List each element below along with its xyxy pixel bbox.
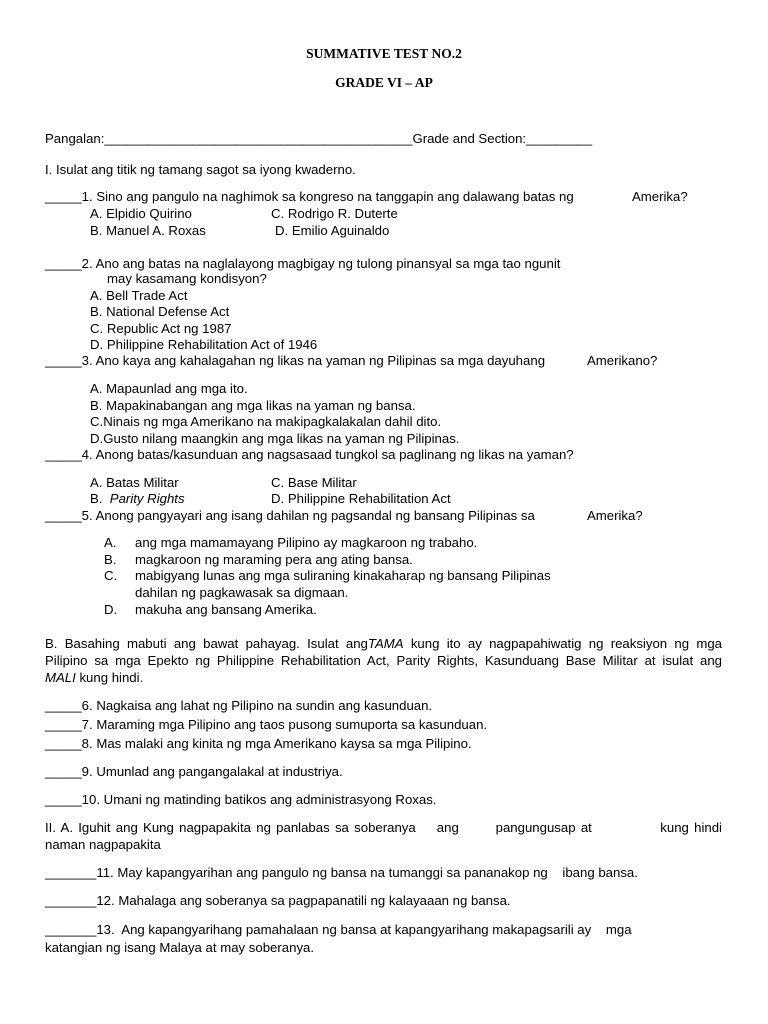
question-2: _____2. Ano ang batas na naglalayong magbigay ng tulong pinansyal sa mga tao ngunit <box>45 256 561 271</box>
statement-7: _____7. Maraming mga Pilipino ang taos pusong sumuporta sa kasunduan. <box>45 717 488 732</box>
grade-section-label: Grade and Section: <box>412 131 527 146</box>
partB-instruction-line1 <box>45 636 722 652</box>
statement-10: _____10. Umani ng matinding batikos ang administrasyong Roxas. <box>45 792 437 807</box>
question-1-tail: Amerika? <box>632 189 688 204</box>
statement-6: _____6. Nagkaisa ang lahat ng Pilipino na sundin ang kasunduan. <box>45 698 433 713</box>
q1-option-a: A. Elpidio Quirino <box>90 206 192 221</box>
q5-option-d-text: makuha ang bansang Amerika. <box>135 602 317 617</box>
name-label: Pangalan: <box>45 131 105 146</box>
partB-instruction-line3 <box>45 670 143 686</box>
partB-tama-word: TAMA <box>367 636 404 651</box>
partB-line1-pre: B. Basahing mabuti ang bawat pahayag. Isulat ang <box>45 636 368 651</box>
q1-option-c: C. Rodrigo R. Duterte <box>271 206 398 221</box>
grade-section-blank: _________ <box>526 131 593 146</box>
part1-instruction: I. Isulat ang titik ng tamang sagot sa iyong kwaderno. <box>45 162 356 177</box>
q5-option-a-text: ang mga mamamayang Pilipino ay magkaroon ng trabaho. <box>135 535 478 550</box>
statement-9: _____9. Umunlad ang pangangalakal at industriya. <box>45 764 343 779</box>
name-field-row <box>45 131 592 147</box>
q2-option-c: C. Republic Act ng 1987 <box>90 321 232 336</box>
q2-option-a: A. Bell Trade Act <box>90 288 188 303</box>
partB-line3-post: kung hindi. <box>75 670 144 685</box>
question-1: _____1. Sino ang pangulo na naghimok sa kongreso na tanggapin ang dalawang batas ng <box>45 189 574 204</box>
part2-instruction-line2: naman nagpapakita <box>45 837 161 852</box>
q5-option-a-letter: A. <box>104 535 117 550</box>
partB-instruction-line2: Pilipino sa mga Epekto ng Philippine Rehabilitation Act, Parity Rights, Kasunduang Base Militar at isulat ang <box>45 653 722 668</box>
q4-option-d: D. Philippine Rehabilitation Act <box>271 491 451 506</box>
q5-option-c-letter: C. <box>104 568 118 583</box>
statement-12: _______12. Mahalaga ang soberanya sa pagpapanatili ng kalayaaan ng bansa. <box>45 893 511 908</box>
q3-option-a: A. Mapaunlad ang mga ito. <box>90 381 248 396</box>
statement-11: _______11. May kapangyarihan ang pangulo ng bansa na tumanggi sa pananakop ng ibang bansa. <box>45 865 638 880</box>
statement-13-cont: katangian ng isang Malaya at may soberanya. <box>45 940 315 955</box>
q5-option-b-text: magkaroon ng maraming pera ang ating bansa. <box>135 552 413 567</box>
q2-option-d: D. Philippine Rehabilitation Act of 1946 <box>90 337 318 352</box>
q5-option-d-letter: D. <box>104 602 118 617</box>
q4-option-a: A. Batas Militar <box>90 475 179 490</box>
question-5-tail: Amerika? <box>587 508 643 523</box>
q4-option-b <box>90 491 185 507</box>
question-3-tail: Amerikano? <box>587 353 658 368</box>
q1-option-d: D. Emilio Aguinaldo <box>275 223 390 238</box>
q3-option-c: C.Ninais ng mga Amerikano na makipagkalakalan dahil dito. <box>90 414 442 429</box>
statement-8: _____8. Mas malaki ang kinita ng mga Amerikano kaysa sa mga Pilipino. <box>45 736 472 751</box>
q1-option-b: B. Manuel A. Roxas <box>90 223 206 238</box>
statement-13: _______13. Ang kapangyarihang pamahalaan ng bansa at kapangyarihang makapagsarili ay mga <box>45 922 632 937</box>
q4-option-c: C. Base Militar <box>271 475 357 490</box>
q5-option-c-text: mabigyang lunas ang mga suliraning kinakaharap ng bansang Pilipinas <box>135 568 551 583</box>
q3-option-d: D.Gusto nilang maangkin ang mga likas na yaman ng Pilipinas. <box>90 431 460 446</box>
name-blank: __________________________________________ <box>104 131 413 146</box>
question-5: _____5. Anong pangyayari ang isang dahilan ng pagsandal ng bansang Pilipinas sa <box>45 508 535 523</box>
partB-mali-word: MALI <box>45 670 76 685</box>
q4-option-b-text: Parity Rights <box>109 491 185 506</box>
page-title: SUMMATIVE TEST NO.2 <box>306 46 462 61</box>
question-3: _____3. Ano kaya ang kahalagahan ng likas na yaman ng Pilipinas sa mga dayuhang <box>45 353 546 368</box>
q2-option-b: B. National Defense Act <box>90 304 230 319</box>
question-4: _____4. Anong batas/kasunduan ang nagsasaad tungkol sa paglinang ng likas na yaman? <box>45 447 574 462</box>
q5-option-c-cont: dahilan ng pagkawasak sa digmaan. <box>135 585 349 600</box>
q3-option-b: B. Mapakinabangan ang mga likas na yaman ng bansa. <box>90 398 416 413</box>
partB-line1-post: kung ito ay nagpapahiwatig ng reaksiyon ng mga <box>403 636 722 651</box>
page-subtitle: GRADE VI – AP <box>335 75 433 90</box>
question-2-cont: may kasamang kondisyon? <box>107 271 267 286</box>
q4-option-b-letter: B. <box>90 491 103 506</box>
part2-instruction-line1: II. A. Iguhit ang Kung nagpapakita ng panlabas sa soberanya ang pangungusap at kung hindi <box>45 820 722 835</box>
q5-option-b-letter: B. <box>104 552 117 567</box>
